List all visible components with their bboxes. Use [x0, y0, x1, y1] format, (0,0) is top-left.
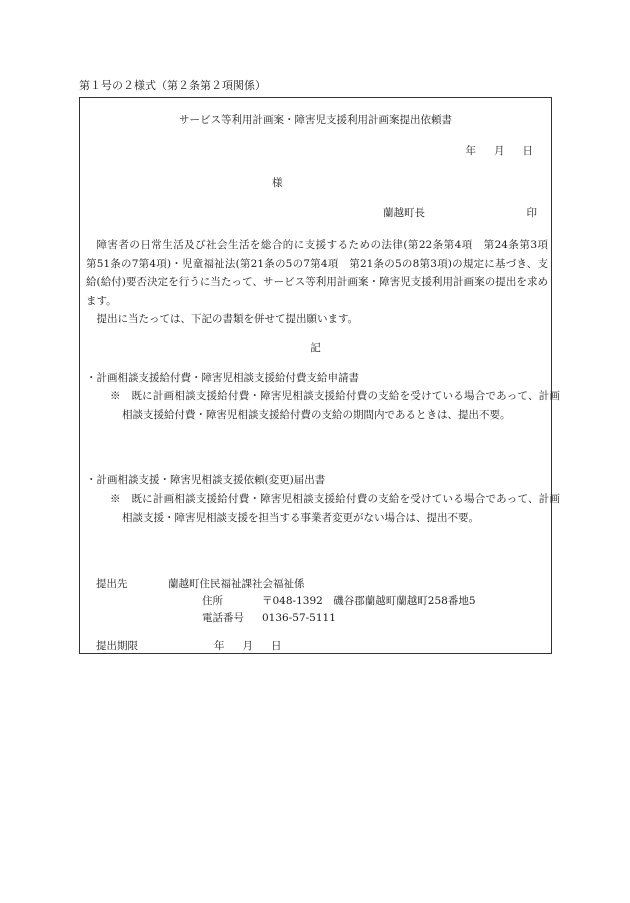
- body-paragraph-attachments: 提出に当たっては、下記の書類を併せて提出願います。: [96, 313, 359, 325]
- seal-mark: 印: [526, 207, 537, 219]
- addressee-suffix: 様: [272, 177, 283, 189]
- item-note-application: ※ 既に計画相談支援給付費・障害児相談支援給付費の支給を受けている場合であって、計画相談支援給付費・障害児相談支援給付費の支給の期間内であるときは、提出不要。: [110, 390, 560, 421]
- deadline-date: [214, 639, 282, 653]
- submission-label: 提出先: [96, 578, 128, 590]
- date-month-label: 月: [494, 145, 505, 157]
- address-value: 〒048-1392 磯谷郡蘭越町蘭越町258番地5: [262, 595, 476, 607]
- deadline-month-label: 月: [242, 640, 253, 652]
- date-day-label: 日: [522, 145, 533, 157]
- form-number: 第１号の２様式（第２条第２項関係）: [79, 79, 266, 92]
- deadline-label: 提出期限: [96, 640, 138, 652]
- body-paragraph-request: 障害者の日常生活及び社会生活を総合的に支援するための法律(第22条第4項 第24条第3項 第51条の7第4項)・児童福祉法(第21条の5の7第4項 第21条の5の8第3項)の規定に基づき、支給(給付)要否決定を行うに当たって、サービス等利用計画案・障害児支援利用計画案の提出を求めます。: [86, 239, 559, 307]
- form-title: サービス等利用計画案・障害児支援利用計画案提出依頼書: [179, 114, 452, 126]
- phone-value: 0136-57-5111: [262, 612, 336, 624]
- address-label: 住所: [202, 595, 223, 607]
- deadline-year-label: 年: [214, 640, 225, 652]
- phone-label: 電話番号: [202, 612, 244, 624]
- submission-department: 蘭越町住民福祉課社会福祉係: [168, 578, 305, 590]
- request-form-frame: [79, 97, 560, 654]
- item-heading-application: ・計画相談支援給付費・障害児相談支援給付費支給申請書: [86, 372, 359, 384]
- date-year-label: 年: [465, 145, 476, 157]
- deadline-day-label: 日: [271, 640, 282, 652]
- issue-date-line: [466, 144, 534, 158]
- issuer-name: 蘭越町長: [383, 207, 425, 219]
- ki-heading: 記: [310, 342, 321, 354]
- item-heading-notification: ・計画相談支援・障害児相談支援依頼(変更)届出書: [86, 474, 326, 486]
- item-note-notification: ※ 既に計画相談支援給付費・障害児相談支援給付費の支給を受けている場合であって、計画相談支援・障害児相談支援を担当する事業者変更がない場合は、提出不要。: [110, 493, 560, 524]
